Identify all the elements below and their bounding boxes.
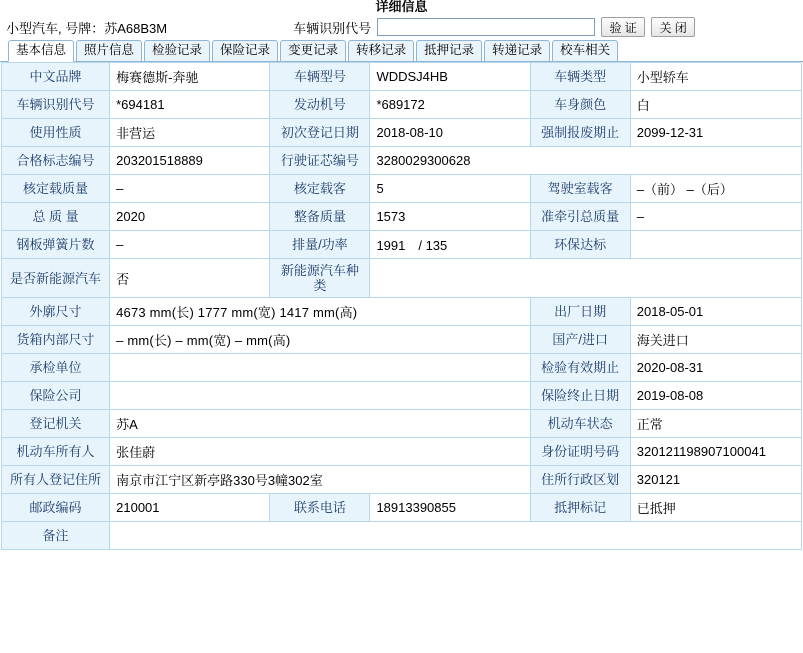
- table-row: [2, 91, 802, 119]
- certificate-label: 合格标志编号: [2, 147, 110, 175]
- insurance-end-value: 2019-08-08: [630, 382, 801, 410]
- leaf-spring-label: 钢板弹簧片数: [2, 231, 110, 259]
- vehicle-status-value: 正常: [630, 410, 801, 438]
- tab-delivery-records[interactable]: 转递记录: [484, 40, 550, 61]
- table-row: [2, 382, 802, 410]
- new-energy-value: 否: [110, 259, 270, 298]
- origin-value: 海关进口: [630, 326, 801, 354]
- use-nature-label: 使用性质: [2, 119, 110, 147]
- production-date-value: 2018-05-01: [630, 298, 801, 326]
- body-color-value: 白: [630, 91, 801, 119]
- table-row: [2, 438, 802, 466]
- use-nature-value: 非营运: [110, 119, 270, 147]
- cab-seats-value: –（前） –（后）: [630, 175, 801, 203]
- displacement-power-value: 1991 / 135: [370, 231, 530, 259]
- load-mass-label: 核定载质量: [2, 175, 110, 203]
- district-code-label: 住所行政区划: [530, 466, 630, 494]
- curb-mass-value: 1573: [370, 203, 530, 231]
- tab-transfer-records[interactable]: 转移记录: [348, 40, 414, 61]
- mortgage-mark-value: 已抵押: [630, 494, 801, 522]
- leaf-spring-value: –: [110, 231, 270, 259]
- inspection-unit-value: [110, 354, 531, 382]
- load-mass-value: –: [110, 175, 270, 203]
- dimension-label: 外廓尺寸: [2, 298, 110, 326]
- emission-standard-label: 环保达标: [530, 231, 630, 259]
- table-row: [2, 259, 802, 298]
- phone-value: 18913390855: [370, 494, 530, 522]
- registration-authority-value: 苏A: [110, 410, 531, 438]
- license-chip-value: 3280029300628: [370, 147, 802, 175]
- new-energy-type-value: [370, 259, 802, 298]
- inspection-validity-label: 检验有效期止: [530, 354, 630, 382]
- mortgage-mark-label: 抵押标记: [530, 494, 630, 522]
- brand-value: 梅赛德斯-奔驰: [110, 63, 270, 91]
- tab-basic-info[interactable]: 基本信息: [8, 40, 74, 62]
- insurance-company-label: 保险公司: [2, 382, 110, 410]
- id-number-label: 身份证明号码: [530, 438, 630, 466]
- registration-authority-label: 登记机关: [2, 410, 110, 438]
- window-title: 详细信息: [375, 0, 428, 14]
- table-row: [2, 298, 802, 326]
- table-row: [2, 175, 802, 203]
- postcode-value: 210001: [110, 494, 270, 522]
- engine-value: *689172: [370, 91, 530, 119]
- production-date-label: 出厂日期: [530, 298, 630, 326]
- total-mass-value: 2020: [110, 203, 270, 231]
- id-number-value: 320121198907100041: [630, 438, 801, 466]
- seats-label: 核定载客: [270, 175, 370, 203]
- address-value: 南京市江宁区新亭路330号3幢302室: [110, 466, 531, 494]
- close-button[interactable]: 关 闭: [651, 17, 695, 37]
- engine-label: 发动机号: [270, 91, 370, 119]
- table-row: [2, 119, 802, 147]
- remark-label: 备注: [2, 522, 110, 550]
- total-mass-label: 总 质 量: [2, 203, 110, 231]
- table-row: [2, 63, 802, 91]
- table-row: [2, 147, 802, 175]
- dimension-value: 4673 mm(长) 1777 mm(宽) 1417 mm(高): [110, 298, 531, 326]
- inspection-unit-label: 承检单位: [2, 354, 110, 382]
- certificate-value: 203201518889: [110, 147, 270, 175]
- table-row: [2, 231, 802, 259]
- table-row: [2, 354, 802, 382]
- model-value: WDDSJ4HB: [370, 63, 530, 91]
- district-code-value: 320121: [630, 466, 801, 494]
- insurance-company-value: [110, 382, 531, 410]
- table-row: [2, 522, 802, 550]
- vehicle-status-label: 机动车状态: [530, 410, 630, 438]
- vin-search-label: 车辆识别代号: [293, 20, 372, 36]
- new-energy-type-label: 新能源汽车种类: [270, 259, 370, 298]
- vin-search-input[interactable]: [377, 18, 595, 36]
- cab-seats-label: 驾驶室载客: [530, 175, 630, 203]
- inspection-validity-value: 2020-08-31: [630, 354, 801, 382]
- displacement-power-label: 排量/功率: [270, 231, 370, 259]
- tab-inspection-records[interactable]: 检验记录: [144, 40, 210, 61]
- table-row: [2, 466, 802, 494]
- table-row: [2, 410, 802, 438]
- table-row: [2, 494, 802, 522]
- new-energy-label: 是否新能源汽车: [2, 259, 110, 298]
- insurance-end-label: 保险终止日期: [530, 382, 630, 410]
- tab-insurance-records[interactable]: 保险记录: [212, 40, 278, 61]
- scrap-deadline-value: 2099-12-31: [630, 119, 801, 147]
- curb-mass-label: 整备质量: [270, 203, 370, 231]
- table-row: [2, 203, 802, 231]
- phone-label: 联系电话: [270, 494, 370, 522]
- owner-value: 张佳蔚: [110, 438, 531, 466]
- emission-standard-value: [630, 231, 801, 259]
- postcode-label: 邮政编码: [2, 494, 110, 522]
- tab-school-bus[interactable]: 校车相关: [552, 40, 618, 61]
- cargo-dimension-value: – mm(长) – mm(宽) – mm(高): [110, 326, 531, 354]
- vehicle-type-label: 车辆类型: [530, 63, 630, 91]
- model-label: 车辆型号: [270, 63, 370, 91]
- tab-photo-info[interactable]: 照片信息: [76, 40, 142, 61]
- table-row: [2, 326, 802, 354]
- address-label: 所有人登记住所: [2, 466, 110, 494]
- tow-mass-value: –: [630, 203, 801, 231]
- vin-label: 车辆识别代号: [2, 91, 110, 119]
- origin-label: 国产/进口: [530, 326, 630, 354]
- license-chip-label: 行驶证芯编号: [270, 147, 370, 175]
- cargo-dimension-label: 货箱内部尺寸: [2, 326, 110, 354]
- tow-mass-label: 准牵引总质量: [530, 203, 630, 231]
- tab-mortgage-records[interactable]: 抵押记录: [416, 40, 482, 61]
- vin-value: *694181: [110, 91, 270, 119]
- verify-button[interactable]: 验 证: [601, 17, 645, 37]
- remark-value: [110, 522, 802, 550]
- brand-label: 中文品牌: [2, 63, 110, 91]
- seats-value: 5: [370, 175, 530, 203]
- search-bar: [0, 14, 803, 40]
- scrap-deadline-label: 强制报废期止: [530, 119, 630, 147]
- vehicle-type-value: 小型轿车: [630, 63, 801, 91]
- tab-change-records[interactable]: 变更记录: [280, 40, 346, 61]
- first-registration-label: 初次登记日期: [270, 119, 370, 147]
- first-registration-value: 2018-08-10: [370, 119, 530, 147]
- plate-label: 小型汽车, 号牌：苏A68B3M: [6, 20, 168, 36]
- vehicle-detail-table: [1, 62, 802, 550]
- tab-bar: [0, 40, 803, 62]
- body-color-label: 车身颜色: [530, 91, 630, 119]
- owner-label: 机动车所有人: [2, 438, 110, 466]
